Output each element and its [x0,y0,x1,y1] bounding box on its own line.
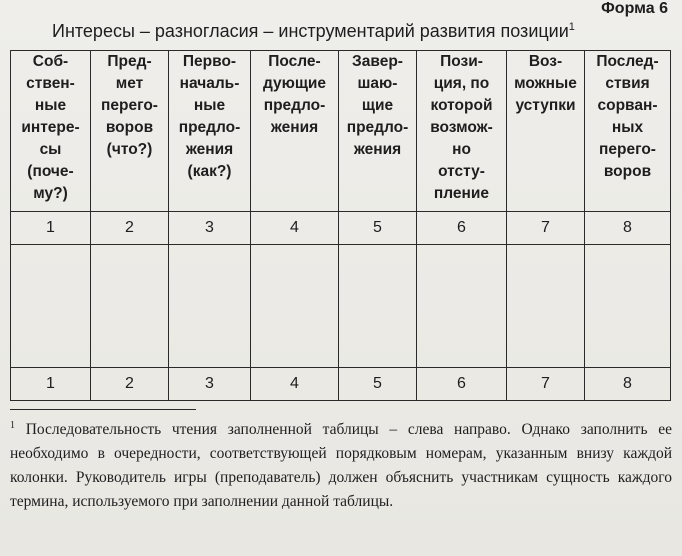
blank-cell[interactable] [169,245,251,368]
column-header-line: ные [193,97,226,114]
column-header-line: (как?) [187,163,232,180]
footnote [10,414,672,514]
blank-cell[interactable] [417,245,507,368]
column-header-line: (поче- [27,163,74,180]
column-header-line: Соб- [32,53,69,70]
number-row-bottom [11,368,671,401]
column-number: 2 [91,368,169,401]
blank-cell[interactable] [91,245,169,368]
column-header-line: отсту- [438,163,485,180]
footnote-mark: 1 [10,420,15,431]
column-header [585,51,671,212]
column-header-line: му?) [33,185,68,202]
column-header-line: которой [430,97,493,114]
column-header [417,51,507,212]
column-header-line: Завер- [352,53,403,70]
header-row [11,51,671,212]
blank-cell[interactable] [339,245,417,368]
column-header-line: ствен- [26,75,75,92]
column-header-line: перего- [599,141,656,158]
column-number: 8 [585,368,671,401]
column-number: 3 [169,212,251,245]
column-header [339,51,417,212]
column-number: 7 [507,368,585,401]
column-number: 1 [11,212,91,245]
column-header-line: щие [361,97,394,114]
column-header-line: воров [105,119,154,136]
column-header-line: мет [115,75,144,92]
blank-cell[interactable] [251,245,339,368]
column-header-line: После- [268,53,321,70]
column-header [11,51,91,212]
column-number: 6 [417,212,507,245]
number-row-top [11,212,671,245]
column-header-line: предло- [178,119,241,136]
column-header-line: Послед- [596,53,659,70]
table-title [52,21,652,42]
footnote-divider [10,409,196,410]
column-number: 1 [11,368,91,401]
column-header [251,51,339,212]
title-footnote-mark: 1 [568,21,575,33]
position-table [10,50,671,401]
title-text: Интересы – разногласия – инструментарий развития позиции [52,21,569,41]
column-header-line: жения [185,141,234,158]
column-header-line: предло- [263,97,326,114]
column-header-line: перего- [101,97,158,114]
column-number: 7 [507,212,585,245]
column-header-line: началь- [179,75,240,92]
column-number: 4 [251,368,339,401]
column-header [507,51,585,212]
column-header-line: можные [514,75,577,92]
column-header-line: Перво- [182,53,237,70]
column-header-line: пление [433,185,490,202]
blank-cell[interactable] [11,245,91,368]
column-header-line: ных [611,119,644,136]
column-header-line: возмож- [430,119,493,136]
column-header-line: интере- [21,119,80,136]
column-header [169,51,251,212]
column-number: 2 [91,212,169,245]
column-header-line: ция, по [433,75,490,92]
column-header-line: (что?) [106,141,153,158]
column-header-line: ствия [605,75,650,92]
column-header-line: ные [34,97,67,114]
column-number: 6 [417,368,507,401]
column-header-line: дующие [262,75,327,92]
column-header [91,51,169,212]
column-number: 5 [339,212,417,245]
column-number: 3 [169,368,251,401]
blank-cell[interactable] [585,245,671,368]
column-header-line: жения [270,119,319,136]
footnote-text: Последовательность чтения заполненной таблицы – слева направо. Однако заполнить ее необходимо в очередности, соответствующей порядковым номерам, указанным внизу каждой колонки. Руководитель игры (преподаватель) должен объяснить участникам сущность каждого термина, используемого при заполнении данной таблицы. [10,421,672,510]
column-header-line: предло- [346,119,409,136]
blank-fill-row [11,245,671,368]
column-header-line: жения [353,141,402,158]
column-number: 5 [339,368,417,401]
column-header-line: воров [603,163,652,180]
column-header-line: шаю- [357,75,398,92]
column-header-line: но [452,141,471,158]
column-number: 8 [585,212,671,245]
column-header-line: сы [39,141,62,158]
column-header-line: уступки [515,97,576,114]
column-number: 4 [251,212,339,245]
column-header-line: Воз- [528,53,563,70]
column-header-line: Пози- [440,53,483,70]
column-header-line: Пред- [107,53,152,70]
form-label: Форма 6 [601,0,668,17]
column-header-line: сорван- [597,97,658,114]
blank-cell[interactable] [507,245,585,368]
